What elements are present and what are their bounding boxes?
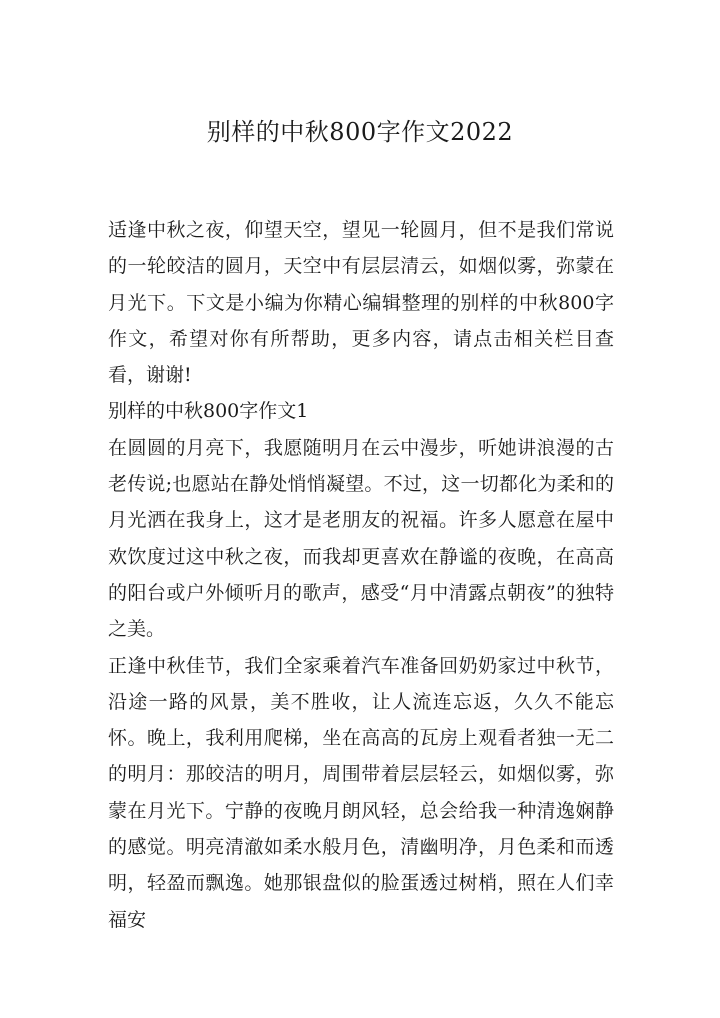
body-paragraph: 在圆圆的月亮下，我愿随明月在云中漫步，听她讲浪漫的古老传说;也愿站在静处悄悄凝望。不过，这一切都化为柔和的月光洒在我身上，这才是老朋友的祝福。许多人愿意在屋中欢饮度过这中秋之夜，而我却更喜欢在静谧的夜晚，在高高的阳台或户外倾听月的歌声，感受“月中清露点朝夜”的独特之美。 bbox=[108, 436, 614, 641]
intro-paragraph: 适逢中秋之夜，仰望天空，望见一轮圆月，但不是我们常说的一轮皎洁的圆月，天空中有层层清云，如烟似雾，弥蒙在月光下。下文是小编为你精心编辑整理的别样的中秋800字作文，希望对你有所帮助，更多内容，请点击相关栏目查看，谢谢! bbox=[108, 219, 614, 387]
body-paragraph: 正逢中秋佳节，我们全家乘着汽车准备回奶奶家过中秋节，沿途一路的风景，美不胜收，让人流连忘返，久久不能忘怀。晚上，我利用爬梯，坐在高高的瓦房上观看者独一无二的明月：那皎洁的明月，周围带着层层轻云，如烟似雾，弥蒙在月光下。宁静的夜晚月朗风轻，总会给我一种清逸娴静的感觉。明亮清澈如柔水般月色，清幽明净，月色柔和而透明，轻盈而飘逸。她那银盘似的脸蛋透过树梢，照在人们幸福安 bbox=[108, 654, 614, 931]
page-title: 别样的中秋800字作文2022 bbox=[206, 118, 514, 146]
section-heading: 别样的中秋800字作文1 bbox=[108, 400, 309, 423]
document-body bbox=[108, 212, 614, 938]
